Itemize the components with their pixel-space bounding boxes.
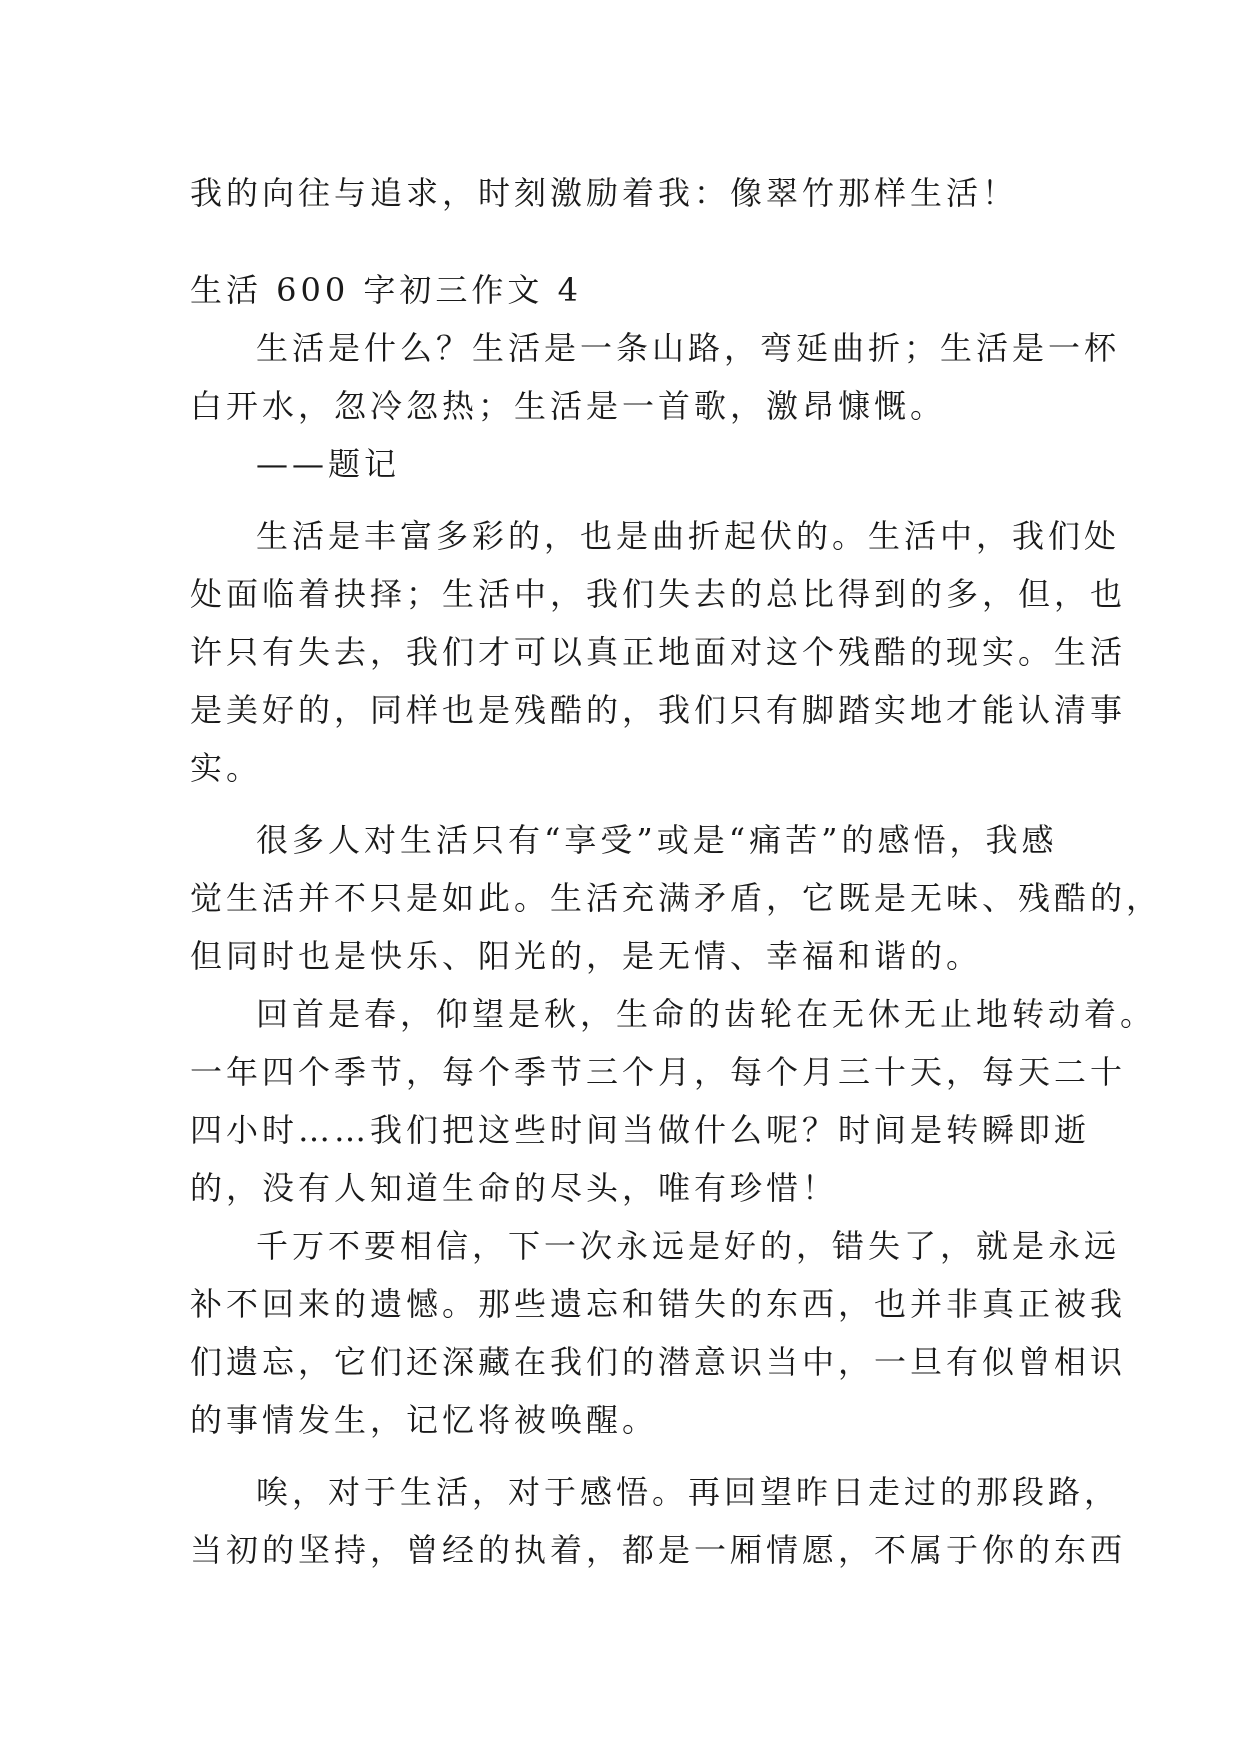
epigraph-line: 白开水，忽冷忽热；生活是一首歌，激昂慷慨。: [190, 387, 947, 425]
paragraph-4: [190, 1217, 1127, 1449]
paragraph-line: 许只有失去，我们才可以真正地面对这个残酷的现实。生活: [190, 633, 1127, 671]
paragraph-line: 生活是丰富多彩的，也是曲折起伏的。生活中，我们处: [256, 517, 1121, 555]
paragraph-line: 是美好的，同样也是残酷的，我们只有脚踏实地才能认清事: [190, 691, 1127, 729]
paragraph-line: 千万不要相信，下一次永远是好的，错失了，就是永远: [256, 1227, 1121, 1265]
paragraph-line: 一年四个季节，每个季节三个月，每个月三十天，每天二十: [190, 1053, 1127, 1091]
paragraph-line: 处面临着抉择；生活中，我们失去的总比得到的多，但，也: [190, 575, 1127, 613]
paragraph-line: 当初的坚持，曾经的执着，都是一厢情愿，不属于你的东西: [190, 1531, 1127, 1569]
paragraph-line: 四小时……我们把这些时间当做什么呢？时间是转瞬即逝: [190, 1111, 1091, 1149]
paragraph-line: 觉生活并不只是如此。生活充满矛盾，它既是无味、残酷的，: [190, 879, 1163, 917]
intro-line: 我的向往与追求，时刻激励着我：像翠竹那样生活！: [190, 174, 1019, 212]
paragraph-1: [190, 507, 1127, 797]
paragraph-3: [190, 985, 1157, 1217]
epigraph-line: 生活是什么？生活是一条山路，弯延曲折；生活是一杯: [256, 329, 1121, 367]
document-body: [190, 164, 1163, 1579]
paragraph-line: 的事情发生，记忆将被唤醒。: [190, 1401, 659, 1439]
paragraph-line: 但同时也是快乐、阳光的，是无情、幸福和谐的。: [190, 937, 983, 975]
paragraph-line: 很多人对生活只有“享受”或是“痛苦”的感悟，我感: [256, 821, 1058, 859]
epigraph-source: ——题记: [256, 445, 401, 483]
epigraph: [190, 319, 1121, 435]
paragraph-line: 唉，对于生活，对于感悟。再回望昨日走过的那段路，: [256, 1473, 1121, 1511]
paragraph-5: [190, 1463, 1127, 1579]
section-title: 生活 600 字初三作文 4: [190, 271, 582, 309]
paragraph-line: 回首是春，仰望是秋，生命的齿轮在无休无止地转动着。: [256, 995, 1157, 1033]
paragraph-2: [190, 811, 1163, 985]
paragraph-line: 实。: [190, 749, 263, 787]
paragraph-line: 补不回来的遗憾。那些遗忘和错失的东西，也并非真正被我: [190, 1285, 1127, 1323]
paragraph-line: 的，没有人知道生命的尽头，唯有珍惜！: [190, 1169, 839, 1207]
paragraph-line: 们遗忘，它们还深藏在我们的潜意识当中，一旦有似曾相识: [190, 1343, 1127, 1381]
